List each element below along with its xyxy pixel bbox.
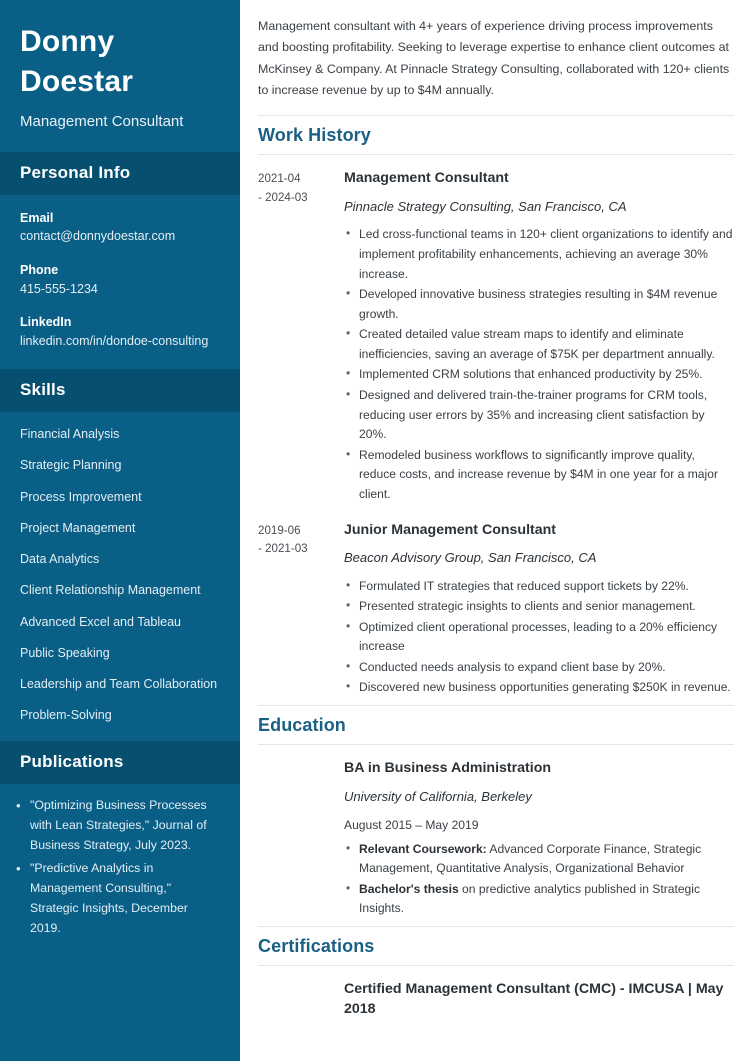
job-bullet: • Implemented CRM solutions that enhanced productivity by 25%. (344, 365, 734, 385)
sidebar-section-skills-heading: Skills (0, 369, 240, 412)
sidebar-section-publications-heading: Publications (0, 741, 240, 784)
section-certifications (258, 926, 734, 1020)
phone-value[interactable]: 415-555-1234 (20, 281, 98, 296)
date-end: - 2024-03 (258, 191, 308, 205)
publication-item: • "Optimizing Business Processes with Lean Strategies," Journal of Business Strategy, July 2023. (14, 796, 220, 856)
date-end: - 2021-03 (258, 542, 308, 556)
sidebar (0, 0, 240, 1061)
certification-entry-body (344, 979, 734, 1020)
education-entry-dates-spacer (258, 758, 344, 920)
email-value[interactable]: contact@donnydoestar.com (20, 229, 176, 244)
certification-title: Certified Management Consultant (CMC) - IMCUSA | May 2018 (344, 980, 724, 1018)
job-bullet: • Designed and delivered train-the-trainer programs for CRM tools, reducing user errors by 35% and increasing client satisfaction by 20%. (344, 386, 734, 445)
education-bullet-list (344, 840, 734, 919)
education-entry (258, 758, 734, 920)
work-history-title-wrap (258, 115, 734, 155)
skills-list (0, 412, 240, 741)
skill-item: Advanced Excel and Tableau (20, 614, 181, 629)
professional-summary: Management consultant with 4+ years of experience driving process improvements and boosting profitability. Seeking to leverage expertise to enhance client outcomes at McKinsey & Company. At Pinnacle Strategy Consulting, collaborated with 120+ clients to increase revenue by up to $4M annually. (258, 19, 730, 97)
job-role: Management Consultant (344, 170, 509, 187)
linkedin-value[interactable]: linkedin.com/in/dondoe-consulting (20, 333, 209, 348)
email-label: Email (20, 210, 54, 225)
education-bullet-text: on predictive analytics published in Strategic Insights. (359, 881, 701, 916)
publication-item: • "Predictive Analytics in Management Consulting," Strategic Insights, December 2019. (14, 859, 220, 939)
job-bullet: • Optimized client operational processes, leading to a 20% efficiency increase (344, 618, 734, 657)
job-bullet-list (344, 225, 734, 504)
education-bullet-text: Advanced Corporate Finance, Strategic Management, Quantitative Analysis, Organizational Behavior (359, 841, 702, 876)
contact-item-phone (20, 261, 220, 299)
skill-item: Project Management (20, 520, 136, 535)
sidebar-header (0, 0, 240, 152)
certification-entry (258, 979, 734, 1020)
work-entry-dates (258, 168, 344, 505)
date-start: 2019-06 (258, 523, 301, 537)
certification-dates-spacer (258, 979, 344, 1020)
job-bullet: • Developed innovative business strategies resulting in $4M revenue growth. (344, 285, 734, 324)
job-bullet-list (344, 577, 734, 698)
job-bullet: • Created detailed value stream maps to identify and eliminate inefficiencies, saving an average of $75K per department annually. (344, 325, 734, 364)
section-education (258, 705, 734, 920)
work-entry-dates (258, 520, 344, 700)
education-title-wrap (258, 705, 734, 745)
last-name: Doestar (20, 64, 134, 98)
date-start: 2021-04 (258, 172, 301, 186)
work-entry (258, 520, 734, 700)
personal-info-list (0, 195, 240, 369)
education-bullet (344, 840, 734, 879)
education-entry-body (344, 758, 734, 920)
job-organization: Beacon Advisory Group, San Francisco, CA (344, 550, 597, 566)
first-name: Donny (20, 25, 115, 58)
sidebar-section-personal-info-heading: Personal Info (0, 152, 240, 195)
job-bullet: • Conducted needs analysis to expand client base by 20%. (344, 658, 734, 678)
contact-item-linkedin (20, 313, 220, 351)
skill-item: Problem-Solving (20, 708, 112, 723)
skill-item: Public Speaking (20, 645, 110, 660)
certifications-heading: Certifications (258, 935, 375, 956)
work-entry-body (344, 168, 734, 505)
skill-item: Client Relationship Management (20, 583, 201, 598)
certifications-title-wrap (258, 926, 734, 966)
main-content (240, 0, 750, 1061)
work-entry (258, 168, 734, 505)
skill-item: Financial Analysis (20, 427, 120, 442)
education-bullet-label: Relevant Coursework: (359, 841, 487, 856)
job-title: Management Consultant (20, 113, 184, 131)
skill-item: Strategic Planning (20, 458, 122, 473)
work-entry-body (344, 520, 734, 700)
job-role: Junior Management Consultant (344, 521, 557, 538)
job-bullet: • Presented strategic insights to clients and senior management. (344, 597, 734, 617)
job-bullet: • Discovered new business opportunities generating $250K in revenue. (344, 678, 734, 698)
school-name: University of California, Berkeley (344, 788, 532, 804)
degree-title: BA in Business Administration (344, 760, 552, 777)
skill-item: Leadership and Team Collaboration (20, 677, 218, 692)
contact-item-email (20, 209, 220, 247)
education-bullet-label: Bachelor's thesis (359, 881, 459, 896)
job-organization: Pinnacle Strategy Consulting, San Francisco, CA (344, 198, 627, 214)
linkedin-label: LinkedIn (20, 314, 72, 329)
phone-label: Phone (20, 262, 59, 277)
work-history-heading: Work History (258, 125, 371, 146)
job-bullet: • Formulated IT strategies that reduced support tickets by 22%. (344, 577, 734, 597)
section-work-history (258, 115, 734, 699)
education-dates: August 2015 – May 2019 (344, 818, 479, 833)
publications-list (0, 784, 240, 957)
job-bullet: • Remodeled business workflows to significantly improve quality, reduce costs, and increase revenue by $4M in one year for a major client. (344, 446, 734, 505)
skill-item: Process Improvement (20, 489, 142, 504)
skill-item: Data Analytics (20, 552, 100, 567)
job-bullet: • Led cross-functional teams in 120+ client organizations to identify and implement profitability enhancements, achieving an average 30% increase. (344, 225, 734, 284)
education-bullet (344, 880, 734, 919)
education-heading: Education (258, 715, 346, 736)
